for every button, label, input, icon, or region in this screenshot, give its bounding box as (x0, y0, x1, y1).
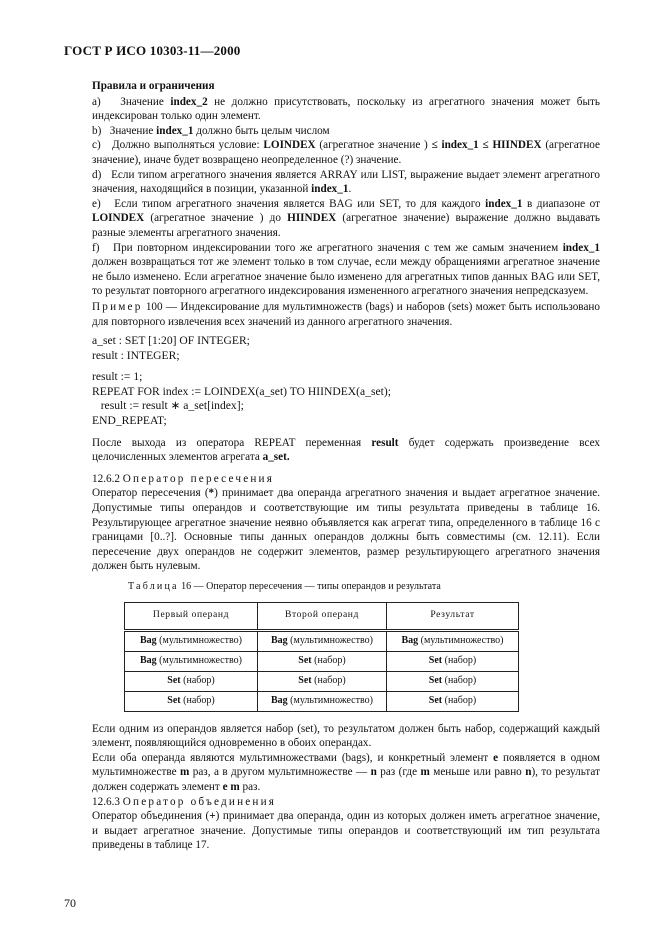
table-header-cell: Первый операнд (125, 602, 258, 630)
document-header: ГОСТ Р ИСО 10303-11—2000 (64, 43, 241, 58)
table-cell: Bag (мультимножество) (125, 630, 258, 651)
section-title: Правила и ограничения (92, 80, 215, 92)
after-table-paragraph-2: Если оба операнда являются мультимножествами (bags), и конкретный элемент e появляется в одном мультимножестве m раз, а в другом мультимножестве — n раз (где m меньше или равно n), то результат должен содержать элемент e m раз. (92, 751, 600, 793)
rule-d: d) Если типом агрегатного значения является ARRAY или LIST, выражение выдает элемент агрегатного значения, находящийся в позиции, указанной index_1. (92, 168, 600, 196)
table-cell: Bag (мультимножество) (258, 691, 387, 711)
table-cell: Bag (мультимножество) (258, 630, 387, 651)
rule-f: f) При повторном индексировании того же агрегатного значения с тем же самым значением index_1 должен возвращаться тот же элемент только в том случае, если между обращениями агрегатное значение не было изменено. Если агрегатное значение было изменено для агрегатных типов данных BAG или SET, то результат повторного агрегатного индексирования измененного агрегатного значения непредсказуем. (92, 241, 600, 298)
table-header-cell: Результат (387, 602, 519, 630)
table-cell: Set (набор) (387, 691, 519, 711)
table-row (125, 691, 519, 711)
table-row (125, 630, 519, 651)
code-line: result := result ∗ a_set[index]; (92, 399, 244, 413)
example-100: Пример 100 — Индексирование для мультимножеств (bags) и наборов (sets) может быть использовано для повторного извлечения всех значений из данного агрегатного значения. (92, 300, 600, 328)
table-16-caption: Таблица 16 — Оператор пересечения — типы операндов и результата (128, 581, 441, 592)
section-12-6-2-heading: 12.6.2 Оператор пересечения (92, 472, 275, 485)
rule-e: e) Если типом агрегатного значения является BAG или SET, то для каждого index_1 в диапазоне от LOINDEX (агрегатное значение ) до HIINDEX (агрегатное значение) выражение должно выдавать разные элементы агрегатного значения. (92, 197, 601, 239)
code-line: result := 1; (92, 370, 143, 384)
table-cell: Bag (мультимножество) (125, 651, 258, 671)
table-header-row (125, 602, 519, 630)
section-12-6-3-text: Оператор объединения (+) принимает два операнда, один из которых должен иметь агрегатное значение, и выдает агрегатное значение. Допустимые типы операндов и соответствующий им тип результата приведены в таблице 17. (92, 810, 600, 852)
after-code-paragraph: После выхода из оператора REPEAT переменная result будет содержать произведение всех целочисленных элементов агрегата a_set. (92, 436, 600, 464)
table-row (125, 651, 519, 671)
code-line: result : INTEGER; (92, 348, 180, 362)
code-block (92, 334, 600, 429)
code-line: a_set : SET [1:20] OF INTEGER; (92, 334, 250, 348)
table-16 (124, 602, 519, 712)
page-number: 70 (64, 896, 76, 910)
table-cell: Set (набор) (125, 671, 258, 691)
table-cell: Set (набор) (387, 671, 519, 691)
rule-b: b) Значение index_1 должно быть целым числом (92, 124, 330, 137)
example-label: Пример (92, 300, 143, 313)
table-header-cell: Второй операнд (258, 602, 387, 630)
table-cell: Set (набор) (387, 651, 519, 671)
section-12-6-2-text: Оператор пересечения (*) принимает два операнда агрегатного значения и выдает агрегатное значение. Допустимые типы операндов и соответствующие им типы результата приведены в таблице 16. Результирующее агрегатное значение неявно объявляется как агрегат типа, определенного в таблице 16 с границами [0..?]. Основные типы данных операндов должны быть совместимы (см. 12.11). Если пересечение двух операндов не содержит элементов, размер результирующего агрегатного значения должен быть нулевым. (92, 487, 600, 573)
table-cell: Set (набор) (125, 691, 258, 711)
code-line: REPEAT FOR index := LOINDEX(a_set) TO HIINDEX(a_set); (92, 384, 391, 398)
rule-a: a) Значение index_2 не должно присутствовать, поскольку из агрегатного значения может быть индексирован только один элемент. (92, 95, 600, 123)
section-12-6-3-heading: 12.6.3 Оператор объединения (92, 795, 277, 808)
table-cell: Set (набор) (258, 671, 387, 691)
table-cell: Set (набор) (258, 651, 387, 671)
rules-section (92, 79, 600, 853)
table-row (125, 671, 519, 691)
after-table-paragraph-1: Если одним из операндов является набор (set), то результатом должен быть набор, содержащий каждый элемент, появляющийся одновременно в обоих операндах. (92, 722, 600, 750)
code-line: END_REPEAT; (92, 414, 167, 428)
table-cell: Bag (мультимножество) (387, 630, 519, 651)
rule-c: c) Должно выполняться условие: LOINDEX (агрегатное значение ) ≤ index_1 ≤ HIINDEX (агрегатное значение), иначе будет возвращено неопределенное (?) значение. (92, 139, 601, 166)
